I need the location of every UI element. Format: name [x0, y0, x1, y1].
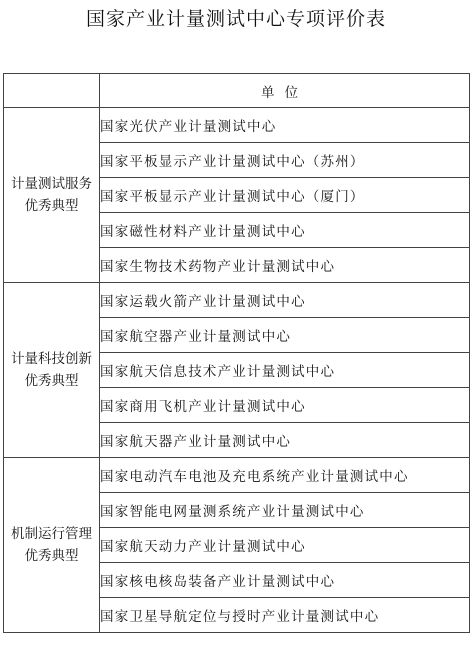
unit-name-cell: 国家智能电网量测系统产业计量测试中心	[100, 493, 470, 528]
category-label-line1: 计量测试服务	[11, 176, 92, 192]
unit-name-cell: 国家卫星导航定位与授时产业计量测试中心	[100, 598, 470, 633]
unit-name-cell: 国家电动汽车电池及充电系统产业计量测试中心	[100, 458, 470, 493]
header-category-cell	[4, 74, 100, 108]
table-header-row	[4, 74, 470, 108]
unit-name-cell: 国家核电核岛装备产业计量测试中心	[100, 563, 470, 598]
unit-name-cell: 国家商用飞机产业计量测试中心	[100, 388, 470, 423]
category-label-line2: 优秀典型	[24, 198, 79, 214]
unit-name-cell: 国家航天器产业计量测试中心	[100, 423, 470, 458]
category-label-line1: 计量科技创新	[11, 351, 92, 367]
header-unit-label: 单位	[100, 74, 470, 108]
table-row	[4, 283, 470, 318]
unit-name-cell: 国家平板显示产业计量测试中心（厦门）	[100, 178, 470, 213]
category-cell-management	[4, 458, 100, 633]
category-cell-innovation	[4, 283, 100, 458]
evaluation-table	[3, 73, 470, 633]
page-title: 国家产业计量测试中心专项评价表	[85, 8, 386, 30]
category-label-line2: 优秀典型	[24, 373, 79, 389]
unit-name-cell: 国家航天信息技术产业计量测试中心	[100, 353, 470, 388]
unit-name-cell: 国家生物技术药物产业计量测试中心	[100, 248, 470, 283]
unit-name-cell: 国家航空器产业计量测试中心	[100, 318, 470, 353]
table-row	[4, 108, 470, 143]
unit-name-cell: 国家平板显示产业计量测试中心（苏州）	[100, 143, 470, 178]
unit-name-cell: 国家航天动力产业计量测试中心	[100, 528, 470, 563]
category-cell-service	[4, 108, 100, 283]
unit-name-cell: 国家光伏产业计量测试中心	[100, 108, 470, 143]
category-label-line2: 优秀典型	[24, 548, 79, 564]
unit-name-cell: 国家磁性材料产业计量测试中心	[100, 213, 470, 248]
table-row	[4, 458, 470, 493]
unit-name-cell: 国家运载火箭产业计量测试中心	[100, 283, 470, 318]
category-label-line1: 机制运行管理	[11, 526, 92, 542]
